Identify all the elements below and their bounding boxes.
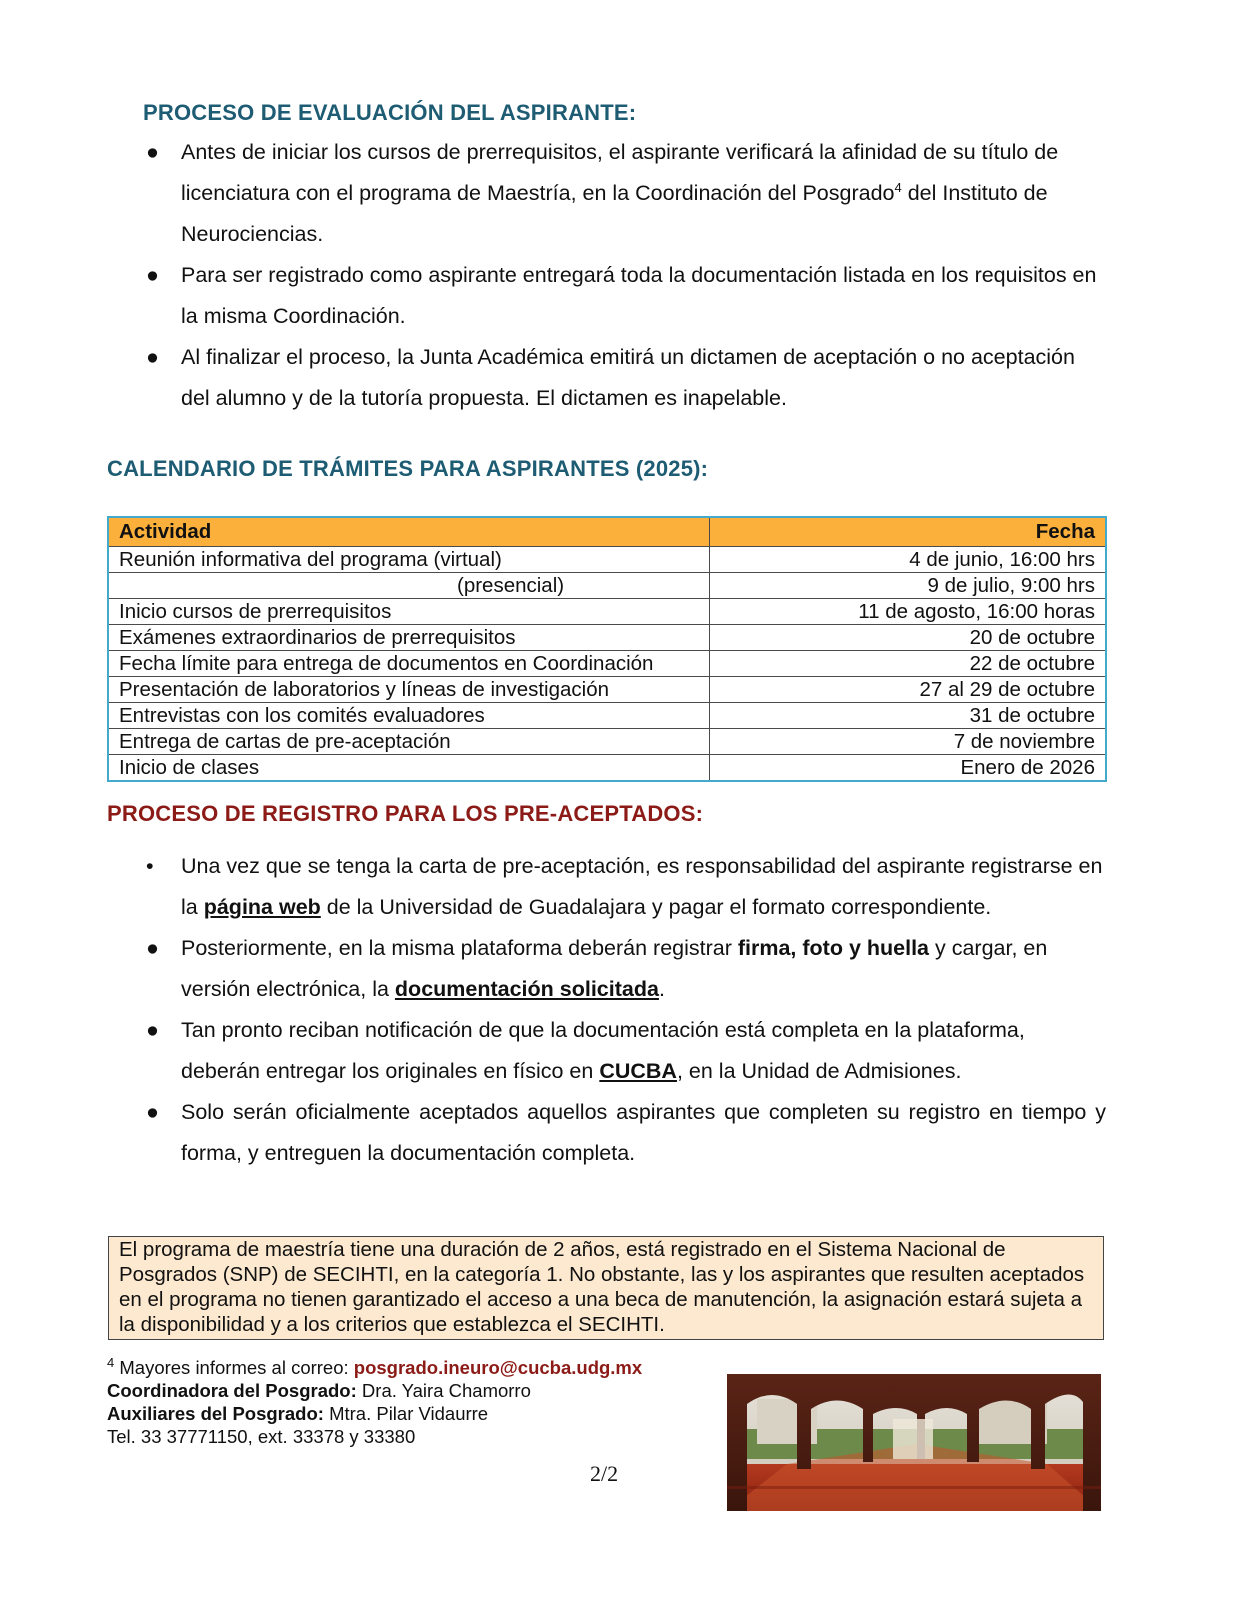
table-row [108,625,1106,651]
table-row [108,651,1106,677]
date-cell: 31 de octubre [710,703,1107,729]
list-item [146,846,1106,928]
bullet-icon: ● [146,1018,159,1042]
activity-cell: Fecha límite para entrega de documentos en Coordinación [108,651,710,677]
activity-cell: Reunión informativa del programa (virtual) [108,547,710,573]
corridor-image [727,1374,1101,1511]
footer [107,1356,642,1448]
list-item-text: Para ser registrado como aspirante entregará toda la documentación listada en los requisitos en la misma Coordinación. [181,263,1097,328]
list-item [146,132,1106,255]
web-page-link[interactable]: página web [203,895,321,919]
list-item-text: de la Universidad de Guadalajara y pagar el formato correspondiente. [320,895,992,919]
list-item-text: Al finalizar el proceso, la Junta Académica emitirá un dictamen de aceptación o no aceptación del alumno y de la tutoría propuesta. El dictamen es inapelable. [181,345,1075,410]
activity-cell: (presencial) [108,573,710,599]
coordinator-name: Dra. Yaira Chamorro [356,1380,531,1401]
bullet-icon: ● [146,345,159,369]
list-item-text: y cargar, en versión electrónica, la [181,936,1048,1001]
table-row [108,547,1106,573]
footnote-ref: 4 [894,179,902,195]
list-item [146,255,1106,337]
list-item [146,928,1106,1010]
activity-cell: Inicio cursos de prerrequisitos [108,599,710,625]
bullet-icon: • [146,854,154,878]
table-row [108,677,1106,703]
list-item-text: . [658,977,665,1001]
table-row [108,573,1106,599]
coordinator-line [107,1379,642,1402]
assistants-line [107,1402,642,1425]
table-row [108,755,1106,782]
bullet-icon: ● [146,263,159,287]
calendar-table [107,516,1107,782]
email-link[interactable]: posgrado.ineuro@cucba.udg.mx [353,1357,643,1378]
registration-list [146,846,1106,1174]
activity-cell: Presentación de laboratorios y líneas de investigación [108,677,710,703]
table-header-row [108,517,1106,547]
date-cell: 20 de octubre [710,625,1107,651]
column-header-date: Fecha [710,517,1107,547]
evaluation-heading: PROCESO DE EVALUACIÓN DEL ASPIRANTE: [143,100,637,125]
activity-cell: Inicio de clases [108,755,710,782]
evaluation-list [146,132,1106,419]
list-item [146,1010,1106,1092]
assistants-name: Mtra. Pilar Vidaurre [323,1403,489,1424]
coordinator-label: Coordinadora del Posgrado: [107,1380,357,1401]
bullet-icon: ● [146,936,159,960]
bold-text: firma, foto y huella [737,936,929,960]
date-cell: 22 de octubre [710,651,1107,677]
list-item-text: Posteriormente, en la misma plataforma deberán registrar [181,936,738,960]
list-item-text: Solo serán oficialmente aceptados aquellos aspirantes que completen su registro en tiempo y forma, y entreguen la documentación completa. [181,1100,1106,1165]
bullet-icon: ● [146,1100,159,1124]
date-cell: 27 al 29 de octubre [710,677,1107,703]
date-cell: 11 de agosto, 16:00 horas [710,599,1107,625]
scholarship-notice: El programa de maestría tiene una duración de 2 años, está registrado en el Sistema Nacional de Posgrados (SNP) de SECIHTI, en la categoría 1. No obstante, las y los aspirantes que resulten aceptados en el programa no tienen garantizado el acceso a una beca de manutención, la asignación estará sujeta a la disponibilidad y a los criterios que establezca el SECIHTI. [108,1236,1104,1340]
date-cell: 7 de noviembre [710,729,1107,755]
list-item-text: Una vez que se tenga la carta de pre-aceptación, es responsabilidad del aspirante registrarse en la [181,854,1103,919]
assistants-label: Auxiliares del Posgrado: [107,1403,324,1424]
table-row [108,599,1106,625]
table-row [108,703,1106,729]
building-corridor-photo [727,1374,1101,1511]
activity-cell: Entrega de cartas de pre-aceptación [108,729,710,755]
date-cell: 9 de julio, 9:00 hrs [710,573,1107,599]
contact-line [107,1356,642,1379]
date-cell: 4 de junio, 16:00 hrs [710,547,1107,573]
list-item [146,337,1106,419]
list-item-text: del Instituto de Neurociencias. [181,181,1048,246]
footnote-number: 4 [107,1354,115,1370]
activity-cell: Entrevistas con los comités evaluadores [108,703,710,729]
page-number: 2/2 [590,1461,619,1486]
activity-cell: Exámenes extraordinarios de prerrequisitos [108,625,710,651]
list-item-text: , en la Unidad de Admisiones. [676,1059,962,1083]
column-header-activity: Actividad [108,517,710,547]
phone-line: Tel. 33 37771150, ext. 33378 y 33380 [107,1426,416,1447]
table-row [108,729,1106,755]
bullet-icon: ● [146,140,159,164]
documents-link[interactable]: documentación solicitada [394,977,659,1001]
calendar-heading: CALENDARIO DE TRÁMITES PARA ASPIRANTES (2025): [107,456,709,481]
cucba-link[interactable]: CUCBA [599,1059,677,1083]
date-cell: Enero de 2026 [710,755,1107,782]
registration-heading: PROCESO DE REGISTRO PARA LOS PRE-ACEPTADOS: [107,801,704,826]
list-item-text: Tan pronto reciban notificación de que la documentación está completa en la plataforma, deberán entregar los originales en físico en [181,1018,1025,1083]
list-item-text: Antes de iniciar los cursos de prerrequisitos, el aspirante verificará la afinidad de su título de licenciatura con el programa de Maestría, en la Coordinación del Posgrado [181,140,1059,205]
info-label: Mayores informes al correo: [114,1357,354,1378]
list-item [146,1092,1106,1174]
